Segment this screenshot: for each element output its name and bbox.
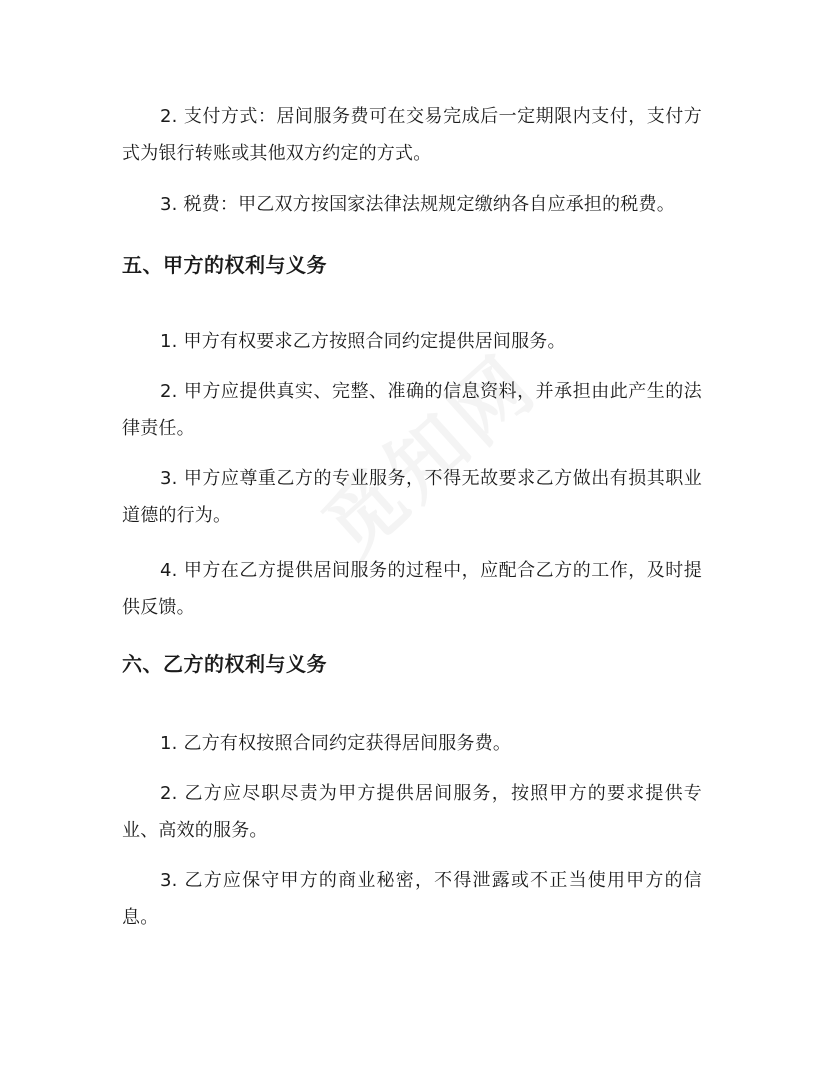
party-b-clause-1: 1. 乙方有权按照合同约定获得居间服务费。 xyxy=(160,733,512,754)
section-heading-party-a: 五、甲方的权利与义务 xyxy=(122,253,327,277)
party-b-clause-2: 2. 乙方应尽职尽责为甲方提供居间服务，按照甲方的要求提供专业、高效的服务。 xyxy=(122,783,702,841)
party-a-clause-4: 4. 甲方在乙方提供居间服务的过程中，应配合乙方的工作，及时提供反馈。 xyxy=(122,560,702,618)
party-b-clause-3: 3. 乙方应保守甲方的商业秘密，不得泄露或不正当使用甲方的信息。 xyxy=(122,870,702,928)
party-a-clause-2: 2. 甲方应提供真实、完整、准确的信息资料，并承担由此产生的法律责任。 xyxy=(122,381,702,439)
clause-payment-method: 2. 支付方式：居间服务费可在交易完成后一定期限内支付，支付方式为银行转账或其他双方约定的方式。 xyxy=(122,106,702,164)
watermark xyxy=(295,325,557,577)
clause-taxes: 3. 税费：甲乙双方按国家法律法规规定缴纳各自应承担的税费。 xyxy=(160,194,675,215)
party-a-clause-3: 3. 甲方应尊重乙方的专业服务，不得无故要求乙方做出有损其职业道德的行为。 xyxy=(122,468,702,526)
section-heading-party-b: 六、乙方的权利与义务 xyxy=(122,652,327,676)
party-a-clause-1: 1. 甲方有权要求乙方按照合同约定提供居间服务。 xyxy=(160,331,566,352)
